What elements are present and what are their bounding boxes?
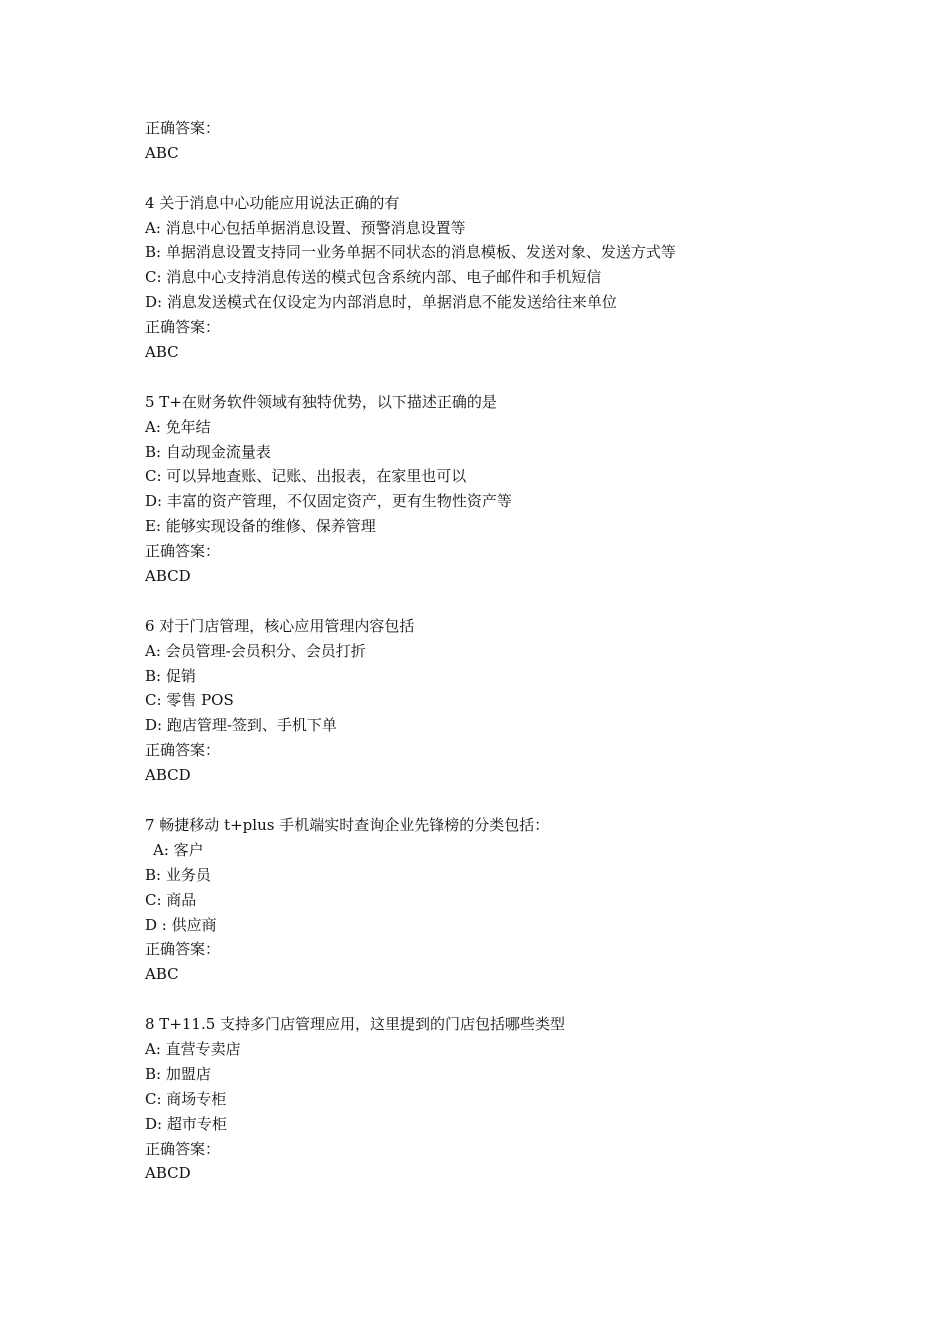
option-d: D: 消息发送模式在仅设定为内部消息时，单据消息不能发送给往来单位 xyxy=(145,293,617,312)
option-a: A: 消息中心包括单据消息设置、预警消息设置等 xyxy=(145,218,466,237)
option-a: A: 会员管理-会员积分、会员打折 xyxy=(145,641,366,660)
question-title: 8 T+11.5 支持多门店管理应用，这里提到的门店包括哪些类型 xyxy=(145,1015,566,1034)
answer-label: 正确答案： xyxy=(145,1139,221,1158)
option-d: D: 跑店管理-签到、手机下单 xyxy=(145,716,337,735)
spacer xyxy=(145,589,905,614)
spacer xyxy=(145,365,905,390)
question-title: 7 畅捷移动 t+plus 手机端实时查询企业先锋榜的分类包括： xyxy=(145,815,550,834)
answer-value: ABC xyxy=(145,343,179,362)
spacer xyxy=(145,166,905,191)
answer-value: ABC xyxy=(145,143,179,162)
question-title: 5 T+在财务软件领域有独特优势，以下描述正确的是 xyxy=(145,392,497,411)
answer-value: ABCD xyxy=(145,567,191,586)
option-b: B: 自动现金流量表 xyxy=(145,442,271,461)
answer-label: 正确答案： xyxy=(145,119,221,137)
option-c: C: 零售 POS xyxy=(145,691,234,710)
question-block xyxy=(145,1012,905,1186)
option-d: D: 丰富的资产管理，不仅固定资产，更有生物性资产等 xyxy=(145,492,512,511)
answer-label: 正确答案： xyxy=(145,318,221,337)
question-block xyxy=(145,390,905,589)
option-a: A: 客户 xyxy=(153,840,204,859)
answer-label: 正确答案： xyxy=(145,741,221,760)
question-title: 4 关于消息中心功能应用说法正确的有 xyxy=(145,193,400,212)
option-d: D : 供应商 xyxy=(145,915,217,934)
option-b: B: 单据消息设置支持同一业务单据不同状态的消息模板、发送对象、发送方式等 xyxy=(145,243,676,262)
answer-label: 正确答案： xyxy=(145,940,221,959)
question-block xyxy=(145,614,905,788)
option-b: B: 加盟店 xyxy=(145,1064,211,1083)
question-block xyxy=(145,191,905,365)
spacer xyxy=(145,987,905,1012)
option-c: C: 消息中心支持消息传送的模式包含系统内部、电子邮件和手机短信 xyxy=(145,268,602,287)
option-c: C: 可以异地查账、记账、出报表，在家里也可以 xyxy=(145,467,467,486)
option-c: C: 商场专柜 xyxy=(145,1089,227,1108)
spacer xyxy=(145,788,905,813)
question-block xyxy=(145,813,905,987)
answer-value: ABCD xyxy=(145,1164,191,1183)
option-c: C: 商品 xyxy=(145,890,197,909)
option-d: D: 超市专柜 xyxy=(145,1114,227,1133)
option-e: E: 能够实现设备的维修、保养管理 xyxy=(145,517,376,536)
option-b: B: 促销 xyxy=(145,666,196,685)
answer-label: 正确答案： xyxy=(145,542,221,561)
option-a: A: 直营专卖店 xyxy=(145,1039,241,1058)
answer-value: ABCD xyxy=(145,766,191,785)
option-a: A: 免年结 xyxy=(145,417,211,436)
question-title: 6 对于门店管理，核心应用管理内容包括 xyxy=(145,616,415,635)
answer-value: ABC xyxy=(145,965,179,984)
document-page xyxy=(145,116,905,1186)
option-b: B: 业务员 xyxy=(145,865,211,884)
